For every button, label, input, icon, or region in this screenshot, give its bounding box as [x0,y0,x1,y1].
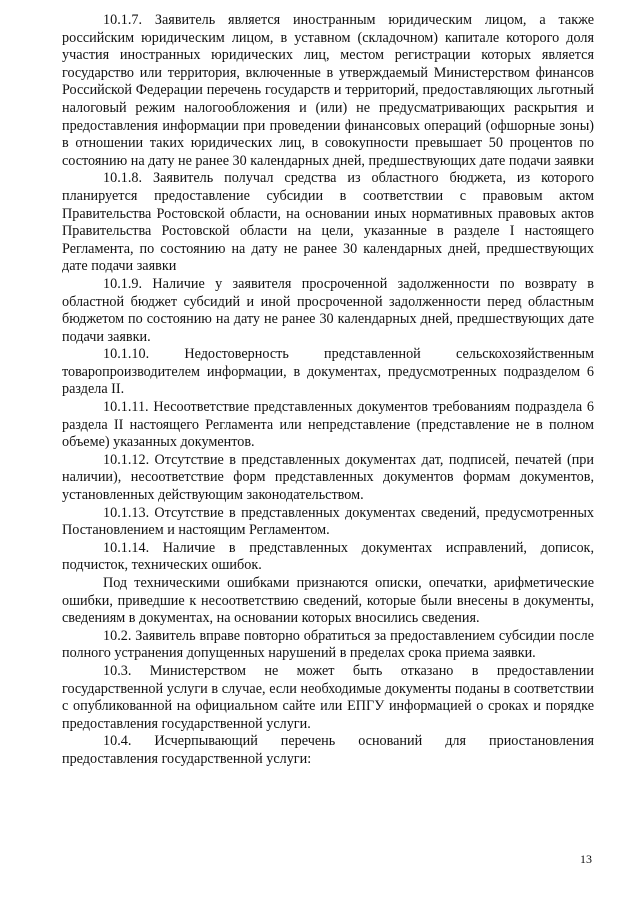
page-number: 13 [580,852,592,866]
paragraph-10-1-13: 10.1.13. Отсутствие в представленных документах сведений, предусмотренных Постановлением и настоящим Регламентом. [62,504,594,539]
paragraph-10-1-9: 10.1.9. Наличие у заявителя просроченной задолженности по возврату в областной бюджет субсидий и иной просроченной задолженности перед областным бюджетом по состоянию на дату не ранее 30 календарных дней, предшествующих дате подачи заявки. [62,275,594,345]
paragraph-10-1-11: 10.1.11. Несоответствие представленных документов требованиям подраздела 6 раздела II настоящего Регламента или непредставление (представление не в полном объеме) указанных документов. [62,399,594,451]
paragraph-technical-errors: Под техническими ошибками признаются описки, опечатки, арифметические ошибки, приведшие к несоответствию сведений, которые были внесены в документы, сведениям в документах, на основании которых вносились сведения. [62,575,594,627]
paragraph-10-4: 10.4. Исчерпывающий перечень оснований для приостановления предоставления государственной услуги: [62,733,594,767]
paragraph-10-3: 10.3. Министерством не может быть отказано в предоставлении государственной услуги в случае, если необходимые документы поданы в соответствии с опубликованной на официальном сайте или ЕПГУ информацией о сроках и порядке предоставления государственной услуги. [62,662,594,732]
paragraph-10-2: 10.2. Заявитель вправе повторно обратиться за предоставлением субсидии после полного устранения допущенных нарушений в пределах срока приема заявки. [62,627,594,662]
paragraph-10-1-14: 10.1.14. Наличие в представленных документах исправлений, дописок, подчисток, технических ошибок. [62,539,594,574]
paragraph-10-1-7: 10.1.7. Заявитель является иностранным юридическим лицом, а также российским юридическим лицом, в уставном (складочном) капитале которого доля участия иностранных юридических лиц, местом регистрации которых является государство или территория, включенные в утверждаемый Министерством финансов Российской Федерации перечень государств и территорий, предоставляющих льготный налоговый режим налогообложения и (или) не предусматривающих раскрытия и предоставления информации при проведении финансовых операций (офшорные зоны) в отношении таких юридических лиц, в совокупности превышает 50 процентов по состоянию на дату не ранее 30 календарных дней, предшествующих дате подачи заявки [62,12,594,169]
paragraph-10-1-12: 10.1.12. Отсутствие в представленных документах дат, подписей, печатей (при наличии), несоответствие форм представленных документов формам документов, установленных действующим законодательством. [62,451,594,504]
paragraph-10-1-8: 10.1.8. Заявитель получал средства из областного бюджета, из которого планируется предоставление субсидии в соответствии с правовым актом Правительства Ростовской области, на основании иных нормативных правовых актов Правительства Ростовской области на цели, указанные в разделе I настоящего Регламента, по состоянию на дату не ранее 30 календарных дней, предшествующих дате подачи заявки [62,170,594,275]
document-page [62,12,594,769]
paragraph-10-1-10: 10.1.10. Недостоверность представленной сельскохозяйственным товаропроизводителем информации, в документах, предусмотренных подразделом 6 раздела II. [62,346,594,398]
